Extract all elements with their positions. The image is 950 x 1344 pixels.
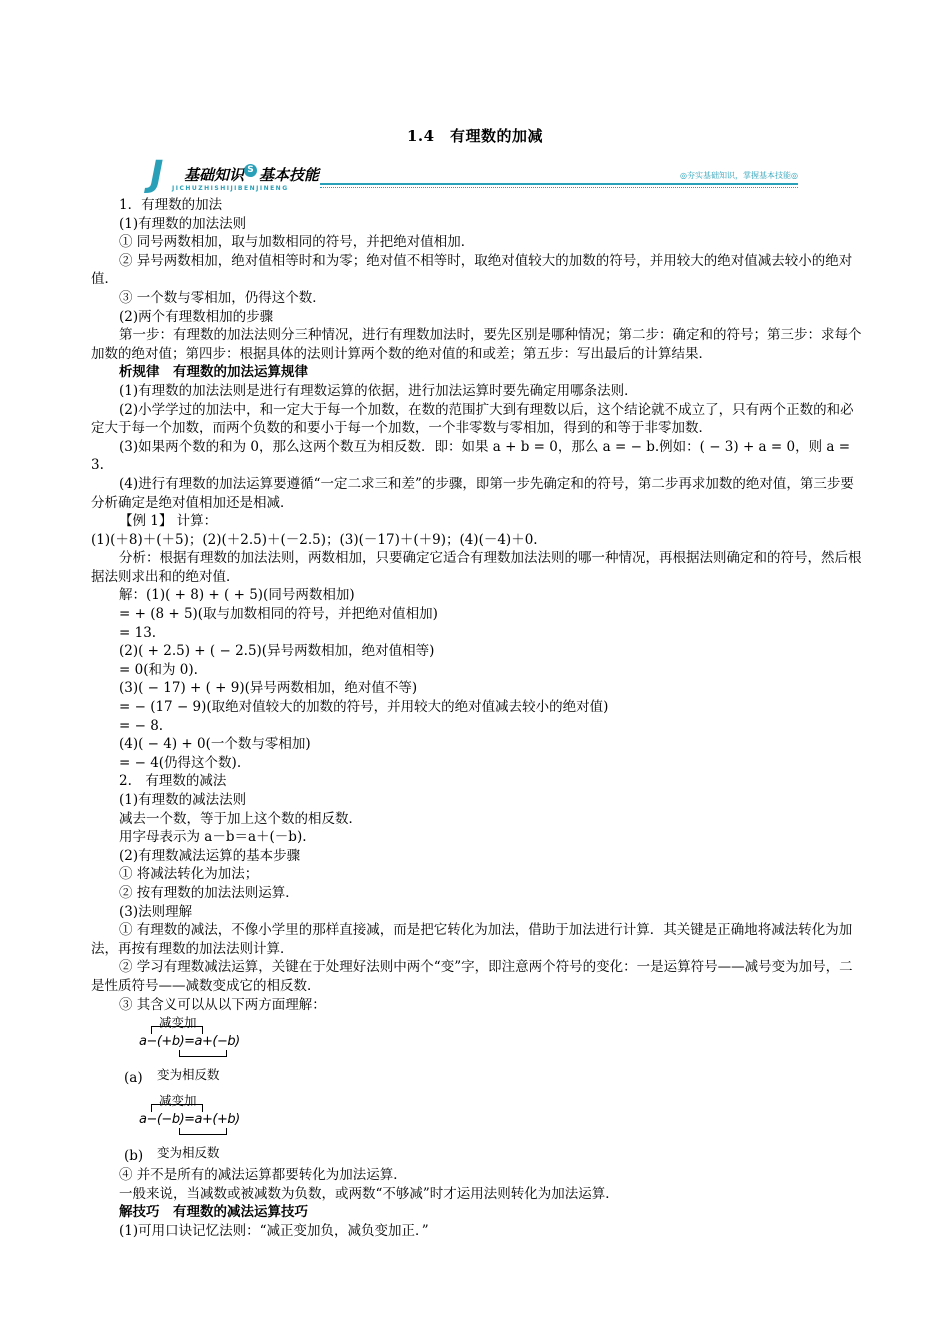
tail-line: ④ 并不是所有的减法运算都要转化为加法运算． [119,1167,407,1184]
lines-line: ① 同号两数相加，取与加数相同的符号，并把绝对值相加． [119,234,475,251]
lines-line: (1)有理数的加法法则是进行有理数运算的依据，进行加法运算时要先确定用哪条法则． [119,382,638,399]
lines-line: 解：(1)( + 8) + ( + 5)(同号两数相加) [119,587,355,604]
lines-line: 第一步：有理数的加法法则分三种情况，进行有理数加法时，要先区别是哪种情况；第二步：确定和的符号；第三步：求每个加数的绝对值；第四步：根据具体的法则计算两个数的绝对值的和或差；第五步：写出最后的计算结果． [91,327,862,362]
lines-line: (2)小学学过的加法中，和一定大于每一个加数，在数的范围扩大到有理数以后，这个结论就不成立了，只有两个正数的和必定大于每一个加数，而两个负数的和要小于每一个加数，一个非零数与零相加，得到的和等于非零加数． [91,401,854,437]
lines-line: (3)如果两个数的和为 0，那么这两个数互为相反数．即：如果 a + b = 0，那么 a = − b.例如：( − 3) + a = 0，则 a = 3. [91,438,851,474]
diagram-a [139,1014,279,1068]
lines-line: = + (8 + 5)(取与加数相同的符号，并把绝对值相加) [119,606,438,623]
diagram-a-equation: a−(+b)=a+(−b) [139,1034,240,1050]
bracket-bottom-a [179,1050,227,1057]
diagram-b-top: 减变加 [159,1093,197,1109]
lines-line: = − 8. [119,717,164,734]
lines-line: (2)有理数减法运算的基本步骤 [119,847,301,864]
lines-line: 2. 有理数的减法 [119,773,227,790]
diagram-b-label: (b) [124,1148,144,1165]
lines-line: (3)法则理解 [119,903,193,920]
lines-line: (1)有理数的减法法则 [119,792,247,808]
bracket-bottom-b [179,1128,227,1135]
lines-line: = 0(和为 0). [119,661,198,678]
lines-line: 用字母表示为 a－b＝a＋(－b). [119,829,307,846]
banner-slogan: ◎夯实基础知识，掌握基本技能◎ [680,171,798,180]
banner-letter: J [150,154,164,195]
lines-line: (1)(＋8)＋(＋5)；(2)(＋2.5)＋(－2.5)；(3)(－17)＋(＋9)；(4)(－4)＋0. [91,531,538,548]
lines-line: 析规律 有理数的加法运算规律 [119,364,308,381]
tail-line: (1)可用口诀记忆法则：“减正变加负，减负变加正．” [119,1222,429,1239]
tail-text [91,1166,862,1240]
lines-line: (2)( + 2.5) + ( − 2.5)(异号两数相加，绝对值相等) [119,643,435,660]
banner-subtitle: JICHUZHISHIJIBENJINENG [172,185,289,192]
diagram-a-top: 减变加 [159,1015,197,1031]
diagram-b [139,1092,279,1146]
lines-line: (4)进行有理数的加法运算要遵循“一定二求三和差”的步骤，即第一步先确定和的符号，第二步再求加数的绝对值，第三步要分析确定是绝对值相加还是相减． [91,475,854,511]
document-body [91,196,862,1241]
lines-line: ① 将减法转化为加法； [119,866,259,883]
lines-line: ③ 一个数与零相加，仍得这个数． [119,289,326,306]
lines-line: = − (17 − 9)(取绝对值较大的加数的符号，并用较大的绝对值减去较小的绝对值) [119,699,609,716]
tail-line: 解技巧 有理数的减法运算技巧 [119,1204,308,1221]
lines-line: 减去一个数，等于加上这个数的相反数． [119,810,362,827]
banner-rule [320,183,798,185]
banner-title: 基础知识 基本技能 [184,166,320,184]
lines-line: 【例 1】 计算： [119,513,218,530]
lines-line: (2)两个有理数相加的步骤 [119,308,274,325]
main-text [91,196,862,996]
lines-line: 1．有理数的加法 [119,197,223,213]
lines-line: ① 有理数的减法，不像小学里的那样直接减，而是把它转化为加法，借助于加法进行计算．其关键是正确地将减法转化为加法，再按有理数的加法法则计算． [91,922,853,957]
lines-line: = − 4(仍得这个数). [119,754,242,771]
diagram-b-bottom: 变为相反数 [157,1145,220,1161]
diagram-a-caption [91,1068,862,1088]
banner-rule-dotted [320,187,798,188]
lines-line: 分析：根据有理数的加法法则，两数相加，只要确定它适合有理数加法法则的哪一种情况，再根据法则确定和的符号，然后根据法则求出和的绝对值． [91,550,862,585]
banner-badge: S [244,164,257,177]
diagram-b-caption [91,1146,862,1166]
lines-line: ② 按有理数的加法法则运算． [119,884,299,901]
tail-line: 一般来说，当减数或被减数为负数，或两数“不够减”时才运用法则转化为加法运算． [119,1185,619,1202]
page-title: 1.4 有理数的加减 [406,127,544,145]
diagram-b-equation: a−(−b)=a+(+b) [139,1112,240,1128]
diagram-a-label: (a) [124,1070,143,1087]
lines-line: ② 学习有理数减法运算，关键在于处理好法则中两个“变”字，即注意两个符号的变化：一是运算符号——减号变为加号，二是性质符号——减数变成它的相反数． [91,959,853,994]
lines-line: (4)( − 4) + 0(一个数与零相加) [119,736,311,753]
lines-line: (1)有理数的加法法则 [119,215,247,232]
section-banner [150,154,798,198]
lines-line: ② 异号两数相加，绝对值相等时和为零；绝对值不相等时，取绝对值较大的加数的符号，并用较大的绝对值减去较小的绝对值． [91,252,853,288]
lines-line: (3)( − 17) + ( + 9)(异号两数相加，绝对值不等) [119,680,418,697]
understand-line: ③ 其含义可以从以下两方面理解： [119,996,326,1013]
diagram-a-bottom: 变为相反数 [157,1067,220,1083]
lines-line: = 13. [119,624,157,641]
